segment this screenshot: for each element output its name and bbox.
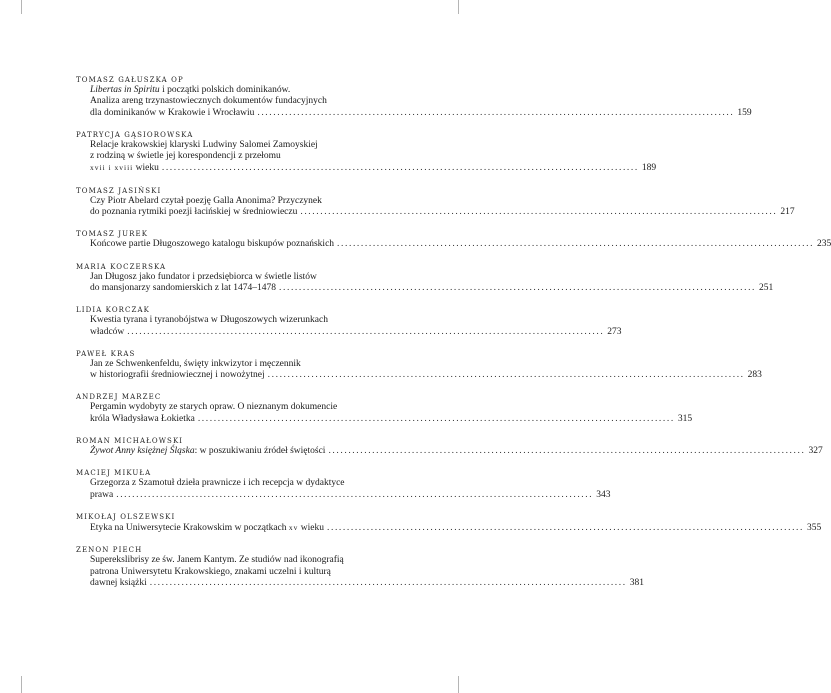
title-text: Pergamin wydobyty ze starych opraw. O nieznanym dokumencie [90, 402, 338, 413]
entry-title [76, 239, 831, 250]
dot-leader: ........................................................................................................................ [300, 207, 778, 218]
crop-mark-bottom-right [458, 676, 459, 693]
title-text: z rodziną w świetle jej korespondencji z przełomu [90, 151, 281, 162]
title-text: Relacje krakowskiej klaryski Ludwiny Salomei Zamoyskiej [90, 139, 318, 150]
page-number: 283 [747, 370, 762, 381]
toc-entry[interactable] [76, 305, 622, 338]
title-text: Jan ze Schwenkenfeldu, święty inkwizytor i męczennik [90, 358, 301, 369]
dot-leader: ........................................................................................................................ [127, 326, 605, 337]
title-line [90, 151, 402, 162]
title-line [90, 107, 752, 119]
toc-entry[interactable] [76, 130, 657, 175]
entry-title [76, 555, 644, 589]
title-text: : w poszukiwaniu źródeł świętości [194, 446, 326, 457]
title-line [90, 85, 402, 96]
page-number: 315 [677, 413, 693, 424]
title-line [90, 272, 402, 283]
crop-mark-top-left [21, 0, 22, 14]
title-text: wieku [133, 163, 159, 174]
title-line [90, 326, 622, 338]
page-number: 355 [807, 522, 822, 533]
toc-entry[interactable] [76, 512, 822, 534]
title-line [90, 207, 795, 218]
title-line [90, 489, 611, 501]
entry-title [76, 402, 693, 425]
title-line [90, 196, 402, 207]
entry-author: MARIA KOCZERSKA [76, 262, 167, 271]
title-line [90, 402, 402, 413]
title-line [90, 478, 402, 489]
title-line [90, 567, 402, 578]
page-number: 251 [759, 282, 774, 293]
toc-entry[interactable] [76, 436, 823, 457]
dot-leader: ........................................................................................................................ [337, 239, 815, 250]
toc-entry[interactable] [76, 262, 774, 295]
toc-entry[interactable] [76, 349, 762, 382]
entry-title [76, 85, 752, 119]
title-line [90, 239, 831, 250]
page-number: 235 [817, 239, 831, 250]
table-of-contents [76, 75, 831, 600]
title-text: Czy Piotr Abelard czytał poezję Galla Anonima? Przyczynek [90, 195, 322, 206]
entry-author: ZENON PIECH [76, 546, 143, 555]
title-line [90, 370, 762, 381]
crop-mark-bottom-left [21, 676, 22, 693]
title-line [90, 555, 402, 566]
dot-leader: ........................................................................................................................ [161, 163, 639, 174]
title-line [90, 282, 774, 294]
title-text: prawa [90, 489, 114, 500]
title-line [90, 522, 822, 534]
title-line [90, 96, 402, 107]
toc-entry[interactable] [76, 229, 831, 250]
title-line [90, 140, 402, 151]
entry-author: MACIEJ MIKUŁA [76, 469, 152, 478]
title-text: dawnej książki [90, 577, 147, 588]
title-text: wieku [298, 522, 324, 533]
page-number: 189 [641, 163, 657, 174]
page-number: 327 [808, 446, 823, 457]
page-number: 273 [607, 326, 622, 337]
title-text: władców [90, 326, 125, 337]
page-number: 159 [737, 107, 752, 118]
title-text: Żywot Anny księżnej Śląska [90, 446, 195, 457]
entry-author: LIDIA KORCZAK [76, 306, 150, 315]
entry-author: PATRYCJA GĄSIOROWSKA [76, 130, 194, 139]
title-line [90, 413, 693, 425]
entry-title [76, 271, 774, 295]
dot-leader: ........................................................................................................................ [116, 489, 594, 500]
title-text: i początki polskich dominikanów. [159, 85, 291, 95]
title-text: do poznania rytmiki poezji łacińskiej w średniowieczu [90, 207, 298, 218]
title-text: xv [288, 522, 299, 532]
crop-mark-top-right [458, 0, 459, 14]
entry-author: TOMASZ JASIŃSKI [76, 186, 162, 195]
page-number: 381 [629, 577, 644, 588]
entry-title [76, 195, 795, 219]
dot-leader: ........................................................................................................................ [197, 413, 675, 424]
dot-leader: ........................................................................................................................ [149, 577, 627, 588]
dot-leader: ........................................................................................................................ [267, 370, 745, 381]
entry-author: TOMASZ GAŁUSZKA OP [76, 76, 184, 84]
title-text: Końcowe partie Długoszowego katalogu biskupów poznańskich [90, 239, 335, 250]
title-line [90, 315, 402, 326]
page-number: 343 [596, 489, 611, 500]
title-line [90, 359, 402, 370]
title-text: xvii i xviii [90, 163, 134, 173]
title-text: Etyka na Uniwersytecie Krakowskim w początkach [90, 522, 289, 533]
entry-author: ANDRZEJ MARZEC [76, 393, 162, 402]
title-text: w historiografii średniowiecznej i nowożytnej [90, 370, 265, 381]
title-text: Jan Długosz jako fundator i przedsiębiorca w świetle listów [90, 271, 317, 282]
title-text: Kwestia tyrana i tyranobójstwa w Długoszowych wizerunkach [90, 315, 328, 326]
entry-title [76, 478, 611, 501]
toc-entry[interactable] [76, 392, 693, 425]
toc-entry[interactable] [76, 75, 752, 119]
entry-title [76, 446, 823, 457]
dot-leader: ........................................................................................................................ [328, 446, 806, 457]
title-text: Libertas in Spiritu [90, 85, 160, 95]
entry-title [76, 315, 622, 338]
title-text: dla dominikanów w Krakowie i Wrocławiu [90, 107, 255, 118]
entry-author: ROMAN MICHAŁOWSKI [76, 437, 184, 446]
page-number: 217 [780, 207, 795, 218]
title-line [90, 446, 823, 457]
title-text: króla Władysława Łokietka [90, 413, 195, 424]
title-text: Analiza areng trzynastowiecznych dokumentów fundacyjnych [90, 96, 327, 107]
toc-entry[interactable] [76, 545, 644, 589]
dot-leader: ........................................................................................................................ [327, 522, 804, 533]
entry-author: TOMASZ JUREK [76, 230, 149, 239]
entry-title [76, 139, 657, 175]
entry-title [76, 358, 762, 382]
toc-entry[interactable] [76, 468, 611, 501]
title-line [90, 162, 657, 174]
title-line [90, 577, 644, 589]
title-text: do mansjonarzy sandomierskich z lat 1474–1478 [90, 282, 277, 293]
title-text: Grzegorza z Szamotuł dzieła prawnicze i ich recepcja w dydaktyce [90, 478, 345, 489]
dot-leader: ........................................................................................................................ [257, 107, 735, 118]
title-text: Superekslibrisy ze św. Janem Kantym. Ze studiów nad ikonografią [90, 555, 344, 566]
entry-author: PAWEŁ KRAS [76, 349, 136, 358]
dot-leader: ........................................................................................................................ [279, 282, 757, 293]
toc-entry[interactable] [76, 186, 795, 219]
entry-author: MIKOŁAJ OLSZEWSKI [76, 512, 176, 521]
entry-title [76, 522, 822, 534]
title-text: patrona Uniwersytetu Krakowskiego, znakami uczelni i kulturą [90, 566, 331, 577]
